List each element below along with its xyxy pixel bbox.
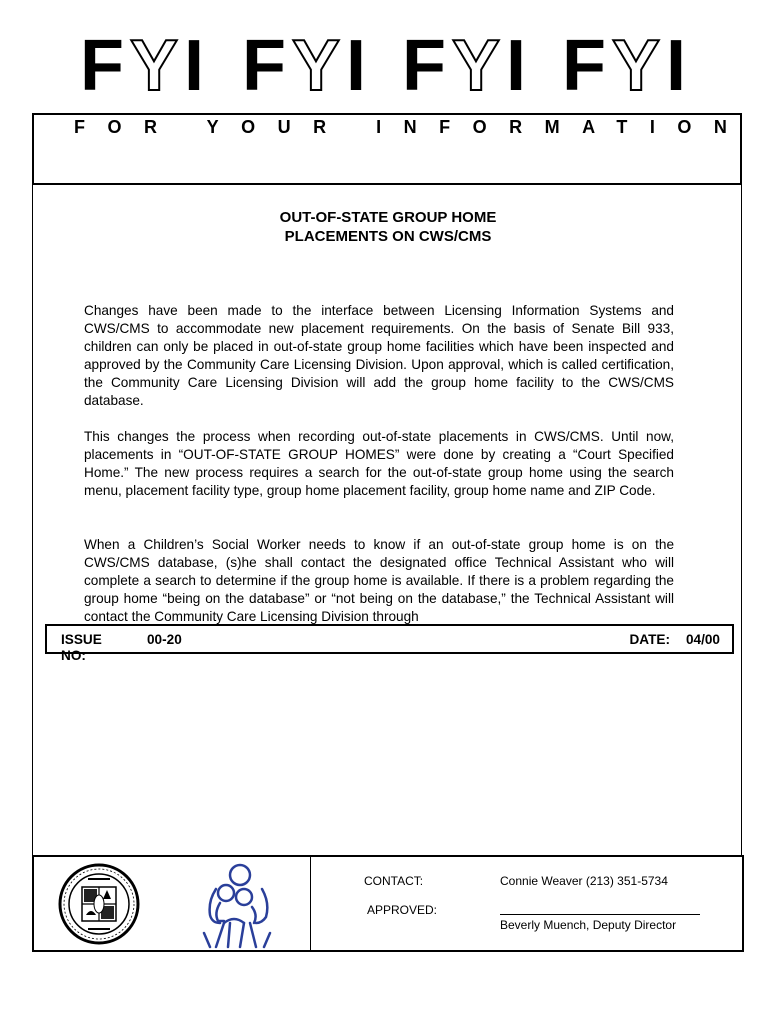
svg-text:F: F bbox=[562, 28, 606, 100]
svg-text:Y: Y bbox=[452, 28, 501, 100]
fyi-banner bbox=[80, 28, 700, 100]
svg-text:I: I bbox=[666, 28, 687, 100]
footer-divider bbox=[310, 857, 311, 950]
fyi-group-2 bbox=[242, 28, 366, 100]
issue-number-label: ISSUE NO: bbox=[61, 632, 102, 663]
contact-label: CONTACT: bbox=[364, 874, 424, 888]
document-title-line-1: OUT-OF-STATE GROUP HOME bbox=[279, 209, 497, 226]
svg-text:I: I bbox=[506, 28, 527, 100]
header-box bbox=[32, 113, 750, 185]
family-logo-icon bbox=[194, 863, 284, 949]
approved-value: Beverly Muench, Deputy Director bbox=[500, 918, 677, 932]
body-paragraph-3: When a Children’s Social Worker needs to know if an out-of-state group home is on the CWS/CMS database, (s)he shall contact the designated office Technical Assistant who will complete a search to determine if the group home is available. If there is a problem regarding the group home “being on the database” or “not being on the database,” the Technical Assistant will contact the Community Care Licensing Division through bbox=[84, 537, 674, 624]
issue-number-value: 00-20 bbox=[147, 632, 182, 647]
fyi-group-3 bbox=[402, 28, 526, 100]
svg-text:Y: Y bbox=[292, 28, 341, 100]
svg-text:Y: Y bbox=[612, 28, 661, 100]
issue-bar bbox=[45, 624, 734, 663]
svg-text:I: I bbox=[184, 28, 205, 100]
svg-text:I: I bbox=[346, 28, 367, 100]
document-title-line-2: PLACEMENTS ON CWS/CMS bbox=[284, 228, 492, 245]
date-value: 04/00 bbox=[685, 632, 720, 647]
fyi-group-1 bbox=[80, 28, 204, 100]
for-your-information-subtitle: FOR YOUR INFORMATION bbox=[74, 117, 750, 137]
footer-box bbox=[32, 855, 744, 952]
svg-text:F: F bbox=[242, 28, 286, 100]
svg-text:F: F bbox=[402, 28, 446, 100]
svg-text:Y: Y bbox=[130, 28, 179, 100]
svg-text:F: F bbox=[80, 28, 124, 100]
content-frame bbox=[32, 185, 742, 855]
body-paragraph-1: Changes have been made to the interface between Licensing Information Systems and CWS/CMS to accommodate new placement requirements. On the basis of Senate Bill 933, children can only be placed in out-of-state group home facilities which have been inspected and approved by the Community Care Licensing Division. Upon approval, which is called certification, the Community Care Licensing Division will add the group home facility to the CWS/CMS database. bbox=[84, 303, 674, 408]
approved-label: APPROVED: bbox=[367, 903, 438, 917]
signature-line bbox=[500, 914, 700, 915]
document-title bbox=[0, 208, 770, 246]
county-seal-icon bbox=[58, 863, 140, 945]
contact-value: Connie Weaver (213) 351-5734 bbox=[500, 874, 668, 888]
body-paragraph-2: This changes the process when recording out-of-state placements in CWS/CMS. Until now, placements in “OUT-OF-STATE GROUP HOMES” were done by creating a “Court Specified Home.” The new process requires a search for the out-of-state group home using the search menu, placement facility type, group home placement facility, group home name and ZIP Code. bbox=[84, 429, 674, 498]
fyi-group-4 bbox=[562, 28, 686, 100]
date-label: DATE: bbox=[629, 632, 670, 647]
